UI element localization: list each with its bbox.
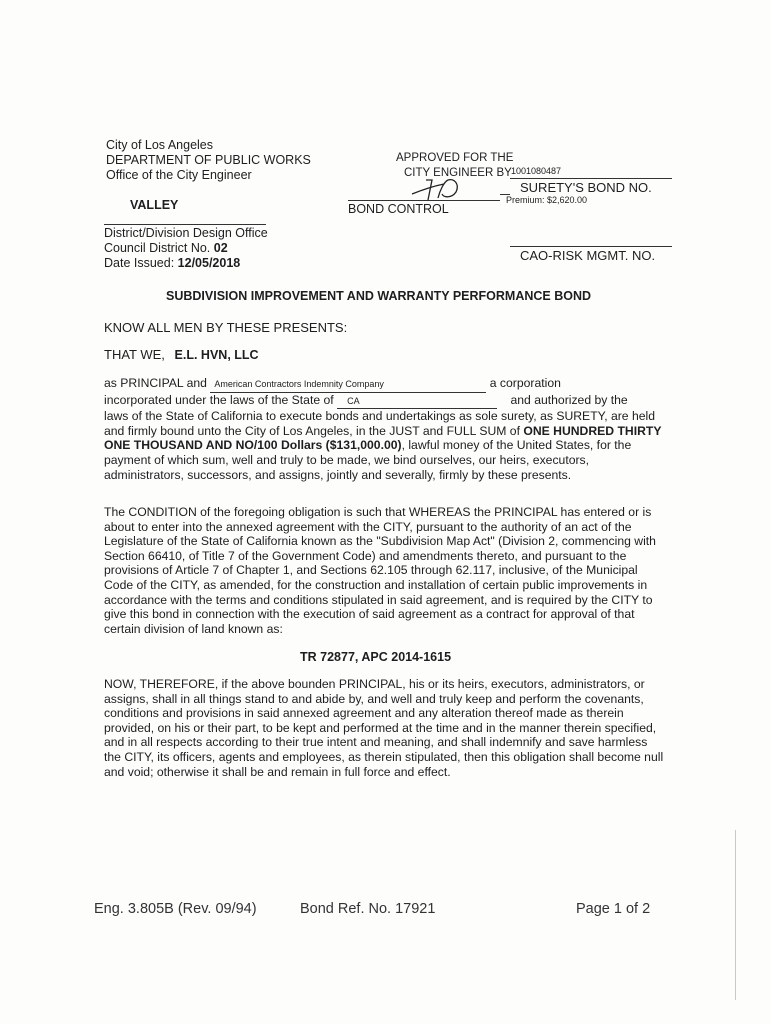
scan-margin-line bbox=[735, 830, 736, 1000]
bond-control-caption: BOND CONTROL bbox=[348, 202, 449, 216]
condition-paragraph: The CONDITION of the foregoing obligation is such that WHEREAS the PRINCIPAL has entered or is about to enter into the annexed agreement with the CITY, pursuant to the authority of an act of the Legislature of the State of California known as the "Subdivision Map Act" (Division 2, commencing with Section 66410, of Title 7 of the Government Code) and amendments thereto, and pursuant to the provisions of Article 7 of Chapter 1, and Sections 62.105 through 62.117, inclusive, of the Municipal Code of the CITY, as amended, for the construction and installation of certain public improvements in accordance with the terms and conditions stipulated in said agreement, and is required by the CITY to give this bond in connection with the execution of said agreement as a contract for approval of that certain division of land known as: bbox=[104, 505, 656, 636]
council-district bbox=[104, 241, 228, 256]
document-title: SUBDIVISION IMPROVEMENT AND WARRANTY PERFORMANCE BOND bbox=[166, 289, 592, 303]
surety-line bbox=[104, 376, 664, 393]
date-issued-label: Date Issued: bbox=[104, 256, 175, 270]
tract-designation: TR 72877, APC 2014-1615 bbox=[300, 650, 452, 664]
date-issued-value: 12/05/2018 bbox=[177, 256, 241, 270]
cao-label: CAO-RISK MGMT. NO. bbox=[520, 248, 656, 263]
sum-in-words: ONE HUNDRED THIRTY ONE THOUSAND AND NO/100 Dollars ($131,000.00) bbox=[104, 423, 662, 453]
state-line bbox=[104, 393, 664, 410]
state-value: CA bbox=[337, 394, 497, 410]
bond-control-rule bbox=[348, 200, 500, 201]
that-we-line bbox=[104, 347, 259, 362]
agency-line-1: City of Los Angeles bbox=[106, 138, 214, 152]
council-district-value: 02 bbox=[213, 241, 228, 255]
sureties-bond-value: 1001080487 bbox=[511, 166, 562, 176]
office-rule bbox=[104, 224, 266, 225]
principal-surety-paragraph bbox=[104, 376, 664, 482]
principal-name: E.L. HVN, LLC bbox=[174, 348, 259, 362]
authorized-label: and authorized by the bbox=[510, 392, 628, 407]
incorporated-label: incorporated under the laws of the State of bbox=[104, 392, 334, 407]
form-number: Eng. 3.805B (Rev. 09/94) bbox=[94, 901, 257, 917]
office-caption: District/Division Design Office bbox=[104, 226, 268, 240]
page-number: Page 1 of 2 bbox=[576, 901, 651, 917]
agency-block bbox=[106, 138, 311, 183]
know-all-line: KNOW ALL MEN BY THESE PRESENTS: bbox=[104, 320, 348, 335]
office-name: VALLEY bbox=[130, 198, 179, 212]
approved-line-2: CITY ENGINEER BY bbox=[404, 167, 512, 179]
sureties-bond-rule bbox=[510, 178, 672, 179]
now-therefore-paragraph: NOW, THEREFORE, if the above bounden PRINCIPAL, his or its heirs, executors, administrators, or assigns, shall in all things stand to and abide by, and well and truly keep and perform the covenants, conditions and provisions in said annexed agreement and any alteration thereof made as therein provided, on his or their part, to be kept and performed at the time and in the manner therein specified, and in all respects according to their true intent and meaning, and shall indemnify and save harmless the CITY, its officers, agents and employees, as therein stipulated, then this obligation shall become null and void; otherwise it shall be and remain in full force and effect. bbox=[104, 677, 664, 779]
approved-line-1: APPROVED FOR THE bbox=[396, 152, 514, 164]
premium-amount: Premium: $2,620.00 bbox=[506, 195, 588, 205]
cao-rule bbox=[510, 246, 672, 247]
laws-text: laws of the State of California to execute bonds and undertakings as sole surety, as SURETY, are held and firmly bound unto the City of Los Angeles, in the JUST and FULL SUM of bbox=[104, 409, 656, 438]
that-we-label: THAT WE, bbox=[104, 347, 165, 362]
date-issued bbox=[104, 256, 240, 271]
agency-line-2: DEPARTMENT OF PUBLIC WORKS bbox=[106, 153, 311, 167]
sureties-bond-label: SURETY'S BOND NO. bbox=[520, 180, 652, 195]
corporation-label: a corporation bbox=[489, 376, 561, 390]
council-district-label: Council District No. bbox=[104, 241, 211, 255]
bond-reference: Bond Ref. No. 17921 bbox=[300, 901, 436, 917]
lawful-money-text: , lawful money of the United States, for the payment of which sum, well and truly to be made, we bind ourselves, our heirs, executors, administrators, successors, and assigns, jointly and severally, firmly by these presents. bbox=[104, 438, 632, 482]
principal-label: as PRINCIPAL and bbox=[104, 376, 207, 390]
agency-line-3: Office of the City Engineer bbox=[106, 168, 252, 182]
surety-name: American Contractors Indemnity Company bbox=[210, 377, 486, 393]
